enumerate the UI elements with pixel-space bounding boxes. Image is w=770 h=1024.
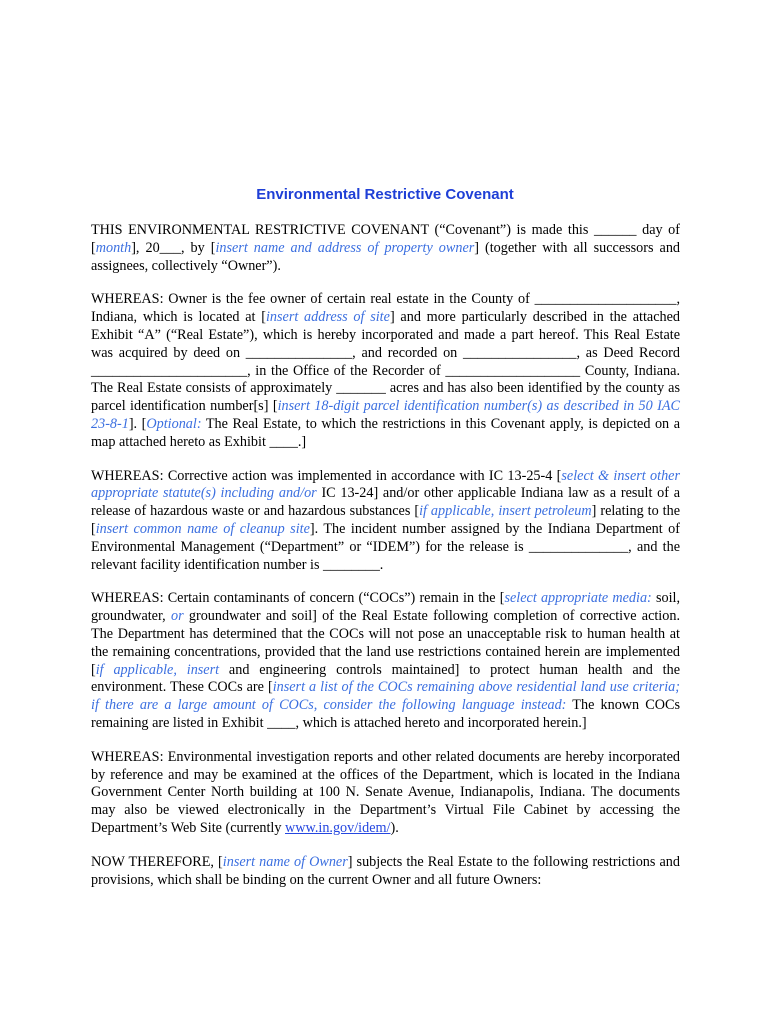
idem-website-link[interactable]: www.in.gov/idem/	[285, 819, 391, 836]
text-run: and engineering controls maintained] to protect human health and the environment. These COCs are [	[91, 661, 680, 696]
text-run: The known COCs remaining are listed in Exhibit ____, which is attached hereto and incorporated herein.]	[91, 697, 680, 731]
paragraph-now-therefore	[91, 854, 680, 890]
text-run: ] subjects the Real Estate to the following restrictions and provisions, which shall be binding on the current Owner and all future Owners:	[91, 853, 680, 888]
text-run: ]. The incident number assigned by the Indiana Department of Environmental Management (“Department” or “IDEM”) for the release is ______________, and the relevant facility identification number is ________.	[91, 520, 680, 573]
placeholder-optional: Optional:	[146, 415, 202, 432]
text-run: ], 20___, by [	[131, 239, 216, 256]
text-run: WHEREAS: Environmental investigation reports and other related documents are hereby incorporated by reference and may be examined at the offices of the Department, which is located in the Indiana Government Center North building at 100 N. Senate Avenue, Indianapolis, Indiana. The documents may also be viewed electronically in the Department’s Virtual File Cabinet by accessing the Department’s Web Site (currently	[91, 748, 680, 836]
text-run: NOW THEREFORE, [	[91, 853, 223, 870]
placeholder-if-applicable: if applicable, insert	[95, 661, 220, 678]
text-run: IC 13-24] and/or other applicable Indiana law as a result of a release of hazardous waste or and hazardous substances [	[91, 485, 680, 520]
placeholder-media: select appropriate media:	[504, 590, 652, 607]
text-run: ] and more particularly described in the attached Exhibit “A” (“Real Estate”), which is hereby incorporated and made a part hereof. This Real Estate was acquired by deed on _______________, and recorded on ________________, as Deed Record ______________________, in the Office of the Recorder of ___________________ County, Indiana. The Real Estate consists of approximately _______ acres and has also been identified by the county as parcel identification number[s] [	[91, 309, 681, 415]
text-run: ] (together with all successors and assignees, collectively “Owner”).	[91, 239, 681, 274]
text-run: THIS ENVIRONMENTAL RESTRICTIVE COVENANT (“Covenant”) is made this ______ day of [	[91, 222, 680, 256]
text-run: WHEREAS: Corrective action was implemented in accordance with IC 13-25-4 [	[91, 467, 562, 484]
placeholder-parcel-number: insert 18-digit parcel identification number(s) as described in 50 IAC 23-8-1	[91, 398, 681, 432]
placeholder-owner-name: insert name of Owner	[222, 853, 348, 870]
paragraph-whereas-contaminants	[91, 590, 680, 732]
text-run: WHEREAS: Certain contaminants of concern (“COCs”) remain in the [	[91, 590, 505, 607]
placeholder-or: or	[170, 608, 184, 625]
paragraph-whereas-corrective-action	[91, 468, 680, 575]
placeholder-site-address: insert address of site	[265, 309, 390, 326]
text-run: WHEREAS: Owner is the fee owner of certain real estate in the County of ____________________, Indiana, which is located at [	[91, 291, 680, 326]
text-run: soil, groundwater,	[91, 590, 681, 625]
placeholder-cleanup-site: insert common name of cleanup site	[95, 520, 310, 537]
paragraph-whereas-documents	[91, 749, 680, 838]
placeholder-statute: select & insert other appropriate statute(s) including and/or	[91, 467, 680, 502]
placeholder-owner-name-address: insert name and address of property owner	[215, 239, 475, 256]
text-run: The Real Estate, to which the restrictions in this Covenant apply, is depicted on a map attached hereto as Exhibit ____.]	[91, 415, 681, 450]
text-run: ]. [	[128, 415, 147, 432]
document-title: Environmental Restrictive Covenant	[256, 186, 514, 203]
text-run: ] relating to the [	[91, 503, 680, 537]
paragraph-whereas-ownership	[91, 291, 680, 451]
placeholder-petroleum: if applicable, insert petroleum	[419, 503, 592, 520]
placeholder-month: month	[95, 239, 132, 256]
document-body	[91, 222, 680, 905]
paragraph-preamble	[91, 222, 680, 275]
placeholder-coc-list: insert a list of the COCs remaining above residential land use criteria; if there are a large amount of COCs, consider the following language instead:	[91, 679, 681, 714]
text-run: ).	[390, 819, 399, 836]
text-run: groundwater and soil] of the Real Estate following completion of corrective action. The Department has determined that the COCs will not pose an unacceptable risk to human health at the remaining concentrations, provided that the land use restrictions contained herein are implemented [	[91, 608, 680, 678]
